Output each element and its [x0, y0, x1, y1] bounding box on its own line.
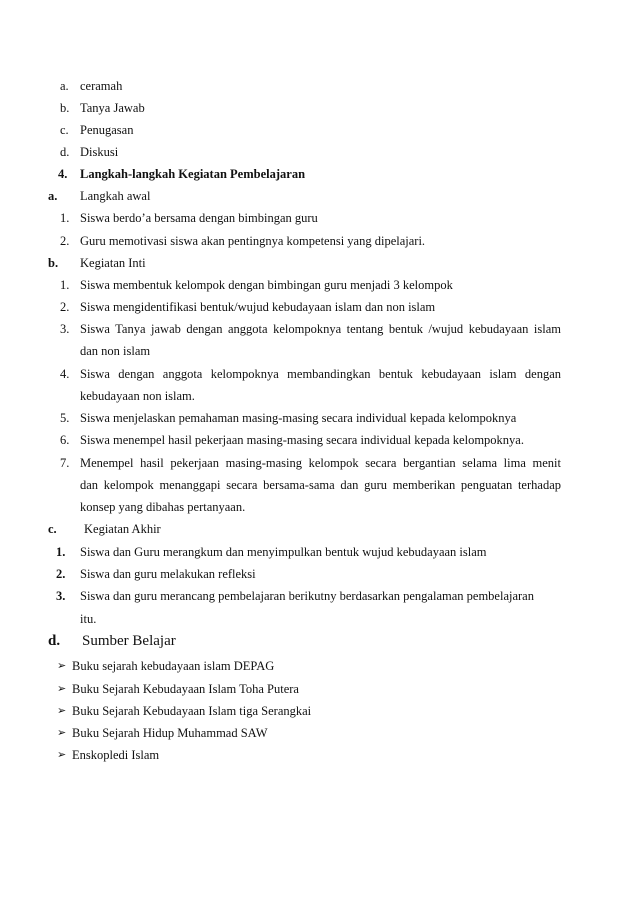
method-item: ceramah — [80, 79, 123, 93]
step-text: Siswa Tanya jawab dengan anggota kelompoknya tentang bentuk /wujud kebudayaan islam — [80, 322, 561, 336]
step-text: Siswa membentuk kelompok dengan bimbingan guru menjadi 3 kelompok — [80, 278, 453, 292]
step-number: 6. — [60, 433, 70, 447]
part-marker: c. — [48, 522, 57, 536]
part-marker: d. — [48, 633, 61, 649]
part-marker: b. — [48, 256, 59, 270]
source-item: Buku Sejarah Hidup Muhammad SAW — [72, 726, 268, 740]
method-item: Penugasan — [80, 123, 134, 137]
step-number: 2. — [60, 300, 70, 314]
method-marker: b. — [60, 101, 70, 115]
arrow-bullet-icon: ➢ — [57, 682, 67, 695]
step-number: 4. — [60, 367, 70, 381]
source-item: Buku Sejarah Kebudayaan Islam Toha Putera — [72, 682, 299, 696]
step-text: Siswa dengan anggota kelompoknya membandingkan bentuk kebudayaan islam dengan — [80, 367, 561, 381]
step-text-continued: itu. — [80, 612, 97, 626]
step-text-continued: dan non islam — [80, 344, 151, 358]
source-item: Enskopledi Islam — [72, 748, 160, 762]
part-title: Kegiatan Inti — [80, 256, 146, 270]
step-text: Siswa berdo’a bersama dengan bimbingan guru — [80, 211, 318, 225]
method-marker: c. — [60, 123, 69, 137]
step-number: 3. — [56, 589, 66, 603]
method-item: Tanya Jawab — [80, 101, 145, 115]
arrow-bullet-icon: ➢ — [57, 704, 67, 717]
method-marker: a. — [60, 79, 69, 93]
step-text-continued: dan kelompok menanggapi secara bersama-sama dan guru memberikan penguatan terhadap — [80, 478, 561, 492]
step-text: Guru memotivasi siswa akan pentingnya kompetensi yang dipelajari. — [80, 234, 426, 248]
part-title: Sumber Belajar — [82, 633, 176, 649]
step-text: Siswa menjelaskan pemahaman masing-masing secara individual kepada kelompoknya — [80, 411, 517, 425]
step-text: Siswa dan guru melakukan refleksi — [80, 567, 256, 581]
method-marker: d. — [60, 145, 70, 159]
part-title: Langkah awal — [80, 189, 151, 203]
arrow-bullet-icon: ➢ — [57, 659, 67, 672]
step-text: Menempel hasil pekerjaan masing-masing kelompok secara bergantian selama lima menit — [80, 456, 561, 470]
source-item: Buku sejarah kebudayaan islam DEPAG — [72, 659, 275, 673]
step-number: 5. — [60, 411, 70, 425]
arrow-bullet-icon: ➢ — [57, 726, 67, 739]
section-number: 4. — [58, 167, 68, 181]
step-text: Siswa menempel hasil pekerjaan masing-masing secara individual kepada kelompoknya. — [80, 433, 524, 447]
step-number: 2. — [56, 567, 66, 581]
step-number: 7. — [60, 456, 70, 470]
step-text-continued: konsep yang dibahas pertanyaan. — [80, 500, 246, 514]
step-number: 2. — [60, 234, 70, 248]
step-text: Siswa mengidentifikasi bentuk/wujud kebudayaan islam dan non islam — [80, 300, 436, 314]
source-item: Buku Sejarah Kebudayaan Islam tiga Serangkai — [72, 704, 312, 718]
step-number: 3. — [60, 322, 70, 336]
step-number: 1. — [60, 278, 70, 292]
method-item: Diskusi — [80, 145, 119, 159]
step-number: 1. — [56, 545, 66, 559]
step-text: Siswa dan guru merancang pembelajaran berikutny berdasarkan pengalaman pembelajaran — [80, 589, 534, 603]
arrow-bullet-icon: ➢ — [57, 748, 67, 761]
step-text: Siswa dan Guru merangkum dan menyimpulkan bentuk wujud kebudayaan islam — [80, 545, 487, 559]
section-title: Langkah-langkah Kegiatan Pembelajaran — [80, 167, 306, 181]
part-title: Kegiatan Akhir — [84, 522, 161, 536]
step-text-continued: kebudayaan non islam. — [80, 389, 195, 403]
part-marker: a. — [48, 189, 58, 203]
step-number: 1. — [60, 211, 70, 225]
